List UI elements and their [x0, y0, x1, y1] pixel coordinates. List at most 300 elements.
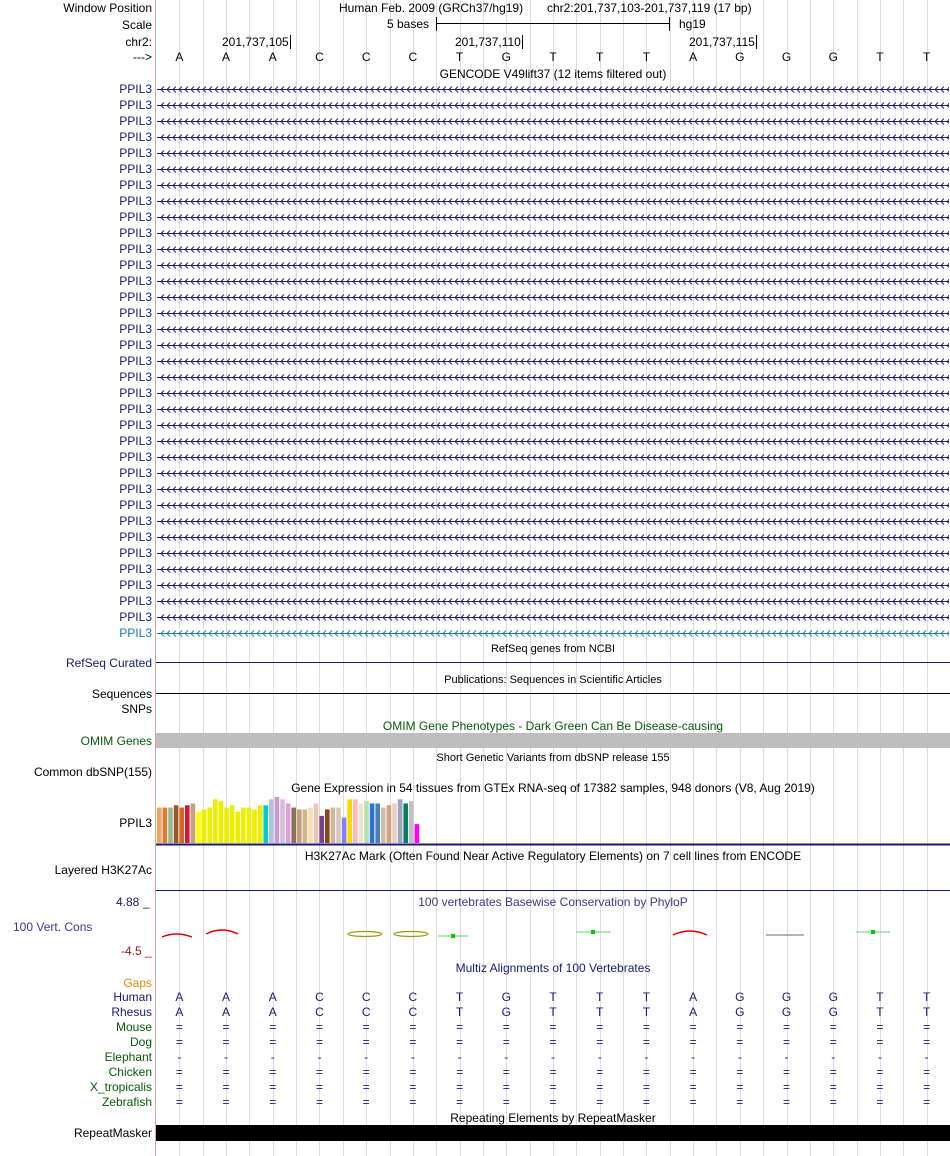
multiz-base: = — [456, 1035, 464, 1049]
multiz-base: = — [923, 1020, 931, 1034]
gtex-tissue-bar[interactable] — [375, 803, 380, 843]
gencode-transcript-line[interactable] — [157, 453, 949, 462]
multiz-base: - — [691, 1050, 696, 1064]
sequence-base: T — [455, 50, 464, 64]
scale-text: 5 bases — [387, 17, 430, 31]
snps-label[interactable]: SNPs — [121, 702, 152, 716]
multiz-species-label[interactable]: Human — [113, 990, 152, 1004]
gencode-transcript-line[interactable] — [157, 245, 949, 254]
multiz-base: A — [222, 990, 231, 1004]
sequence-base: C — [361, 50, 371, 64]
h3k27ac-track-baseline — [156, 890, 950, 891]
multiz-base: = — [736, 1065, 744, 1079]
gencode-transcript-label[interactable]: PPIL3 — [119, 370, 152, 384]
sequence-base: G — [735, 50, 745, 64]
multiz-base: A — [689, 990, 698, 1004]
sequence-base: A — [268, 50, 277, 64]
multiz-base: = — [269, 1020, 277, 1034]
multiz-base: = — [502, 1065, 510, 1079]
gencode-transcript-label[interactable]: PPIL3 — [119, 546, 152, 560]
multiz-track-title[interactable]: Multiz Alignments of 100 Vertebrates — [455, 961, 651, 975]
multiz-base: = — [222, 1080, 230, 1094]
sequence-base: T — [596, 50, 604, 64]
multiz-base: = — [549, 1065, 557, 1079]
multiz-base: = — [409, 1065, 417, 1079]
multiz-base: = — [783, 1065, 791, 1079]
multiz-base: A — [175, 990, 184, 1004]
multiz-base: = — [175, 1095, 183, 1109]
multiz-species-label[interactable]: Zebrafish — [101, 1095, 152, 1109]
multiz-species-label[interactable]: Chicken — [108, 1065, 152, 1079]
gtex-tissue-bar[interactable] — [297, 809, 302, 843]
multiz-base: G — [781, 990, 792, 1004]
gtex-tissue-bar[interactable] — [308, 808, 313, 843]
gencode-transcript-line[interactable] — [157, 469, 949, 478]
multiz-base: = — [315, 1065, 323, 1079]
multiz-base: = — [502, 1095, 510, 1109]
multiz-base: = — [502, 1020, 510, 1034]
omim-gene-block[interactable] — [156, 733, 950, 748]
multiz-base: = — [502, 1080, 510, 1094]
gtex-tissue-bar[interactable] — [213, 799, 218, 843]
gencode-transcript-line[interactable] — [157, 565, 949, 574]
phylop-mark — [394, 932, 428, 937]
gtex-track-label[interactable]: PPIL3 — [119, 816, 152, 830]
repeatmasker-track-label[interactable]: RepeatMasker — [73, 1126, 152, 1140]
gencode-transcript-line[interactable] — [157, 325, 949, 334]
multiz-species-label[interactable]: Mouse — [115, 1020, 152, 1034]
gencode-transcript-label[interactable]: PPIL3 — [119, 162, 152, 176]
multiz-base: = — [689, 1065, 697, 1079]
multiz-base: T — [642, 1005, 651, 1019]
gencode-transcript-label[interactable]: PPIL3 — [119, 146, 152, 160]
phylop-track-title[interactable]: 100 vertebrates Basewise Conservation by PhyloP — [418, 895, 688, 909]
multiz-base: G — [735, 990, 745, 1004]
coord-tick-2: 201,737,110 — [455, 35, 521, 49]
multiz-base: = — [456, 1080, 464, 1094]
gtex-tissue-bar[interactable] — [347, 799, 352, 843]
gencode-transcript-line[interactable] — [157, 309, 949, 318]
gencode-transcript-line[interactable] — [157, 629, 949, 638]
gencode-track-title[interactable]: GENCODE V49lift37 (12 items filtered out) — [439, 67, 667, 81]
gtex-tissue-bar[interactable] — [325, 809, 330, 843]
phylop-mark — [348, 932, 382, 937]
sequence-base: T — [876, 50, 884, 64]
multiz-base: = — [409, 1095, 417, 1109]
multiz-base: - — [504, 1050, 509, 1064]
gtex-tissue-bar[interactable] — [303, 809, 308, 843]
gencode-transcript-label[interactable]: PPIL3 — [119, 482, 152, 496]
multiz-species-label[interactable]: Rhesus — [111, 1005, 152, 1019]
phylop-conservation-plot[interactable] — [156, 918, 950, 948]
multiz-base: A — [268, 1005, 277, 1019]
gencode-transcript-label[interactable]: PPIL3 — [119, 418, 152, 432]
multiz-base: = — [876, 1080, 884, 1094]
gtex-tissue-bar[interactable] — [387, 805, 392, 843]
multiz-base: = — [502, 1035, 510, 1049]
gencode-transcript-label[interactable]: PPIL3 — [119, 194, 152, 208]
gencode-transcript-label[interactable]: PPIL3 — [119, 114, 152, 128]
gtex-tissue-bar[interactable] — [196, 812, 201, 843]
multiz-base: = — [362, 1065, 370, 1079]
gencode-transcript-line[interactable] — [157, 85, 949, 94]
gtex-tissue-bar[interactable] — [174, 805, 179, 843]
gencode-transcript-line[interactable] — [157, 597, 949, 606]
gtex-tissue-bar[interactable] — [263, 805, 268, 843]
omim-track-title[interactable]: OMIM Gene Phenotypes - Dark Green Can Be Disease-causing — [382, 719, 724, 733]
gencode-transcript-line[interactable] — [157, 181, 949, 190]
gencode-transcript-label[interactable]: PPIL3 — [119, 258, 152, 272]
multiz-base: T — [455, 990, 464, 1004]
gtex-tissue-bar[interactable] — [370, 803, 375, 843]
gtex-tissue-bar[interactable] — [219, 801, 224, 843]
multiz-base: G — [828, 1005, 838, 1019]
multiz-base: G — [501, 990, 511, 1004]
gtex-tissue-bar[interactable] — [258, 805, 263, 843]
sequence-base: G — [781, 50, 792, 64]
phylop-ymin: -4.5 _ — [121, 944, 152, 958]
phylop-peak — [162, 934, 192, 937]
multiz-base: = — [596, 1080, 604, 1094]
h3k27ac-track-label[interactable]: Layered H3K27Ac — [54, 863, 152, 877]
gtex-tissue-bar[interactable] — [319, 816, 324, 843]
gencode-transcript-line[interactable] — [157, 197, 949, 206]
gtex-tissue-bar[interactable] — [275, 797, 280, 843]
multiz-base: = — [175, 1035, 183, 1049]
multiz-base: = — [175, 1065, 183, 1079]
multiz-base: = — [923, 1065, 931, 1079]
gencode-transcript-label[interactable]: PPIL3 — [119, 386, 152, 400]
multiz-base: - — [177, 1050, 182, 1064]
phylop-peak — [673, 931, 707, 935]
gencode-transcript-line[interactable] — [157, 485, 949, 494]
multiz-base: - — [551, 1050, 555, 1064]
multiz-base: = — [689, 1095, 697, 1109]
gencode-transcript-line[interactable] — [157, 357, 949, 366]
gtex-tissue-bar[interactable] — [280, 799, 285, 843]
sequence-base: G — [501, 50, 511, 64]
gencode-transcript-line[interactable] — [157, 133, 949, 142]
gencode-transcript-line[interactable] — [157, 389, 949, 398]
coord-tick-3: 201,737,115 — [689, 35, 755, 49]
gtex-tissue-bar[interactable] — [157, 808, 162, 843]
multiz-base: C — [315, 990, 324, 1004]
gencode-transcript-label[interactable]: PPIL3 — [119, 514, 152, 528]
gencode-transcript-label[interactable]: PPIL3 — [119, 82, 152, 96]
gtex-tissue-bar[interactable] — [235, 812, 240, 843]
gencode-transcript-line[interactable] — [157, 581, 949, 590]
multiz-base: = — [175, 1080, 183, 1094]
multiz-base: = — [642, 1035, 650, 1049]
gencode-transcript-label[interactable]: PPIL3 — [119, 242, 152, 256]
gtex-tissue-bar[interactable] — [342, 818, 347, 843]
assembly-text: Human Feb. 2009 (GRCh37/hg19) — [339, 1, 524, 15]
gtex-tissue-bar[interactable] — [392, 803, 397, 843]
refseq-track-line[interactable] — [156, 662, 950, 663]
gtex-tissue-bar[interactable] — [336, 808, 341, 843]
multiz-base: = — [362, 1035, 370, 1049]
gtex-tissue-bar[interactable] — [179, 808, 184, 843]
scale-label: Scale — [121, 18, 152, 32]
gtex-tissue-bar[interactable] — [331, 808, 336, 843]
phylop-mark — [591, 930, 595, 934]
strand-label: ---> — [133, 50, 152, 64]
multiz-base: A — [222, 1005, 231, 1019]
gencode-transcript-label[interactable]: PPIL3 — [119, 178, 152, 192]
multiz-base: = — [269, 1095, 277, 1109]
sequence-base: T — [549, 50, 557, 64]
gencode-transcript-label[interactable]: PPIL3 — [119, 610, 152, 624]
phylop-track-label[interactable]: 100 Vert. Cons — [13, 920, 93, 934]
gencode-transcript-label[interactable]: PPIL3 — [119, 402, 152, 416]
repeatmasker-block[interactable] — [156, 1125, 950, 1141]
phylop-ymax: 4.88 _ — [116, 895, 150, 909]
gencode-transcript-label[interactable]: PPIL3 — [119, 274, 152, 288]
gencode-transcript-line[interactable] — [157, 293, 949, 302]
gencode-transcript-label[interactable]: PPIL3 — [119, 354, 152, 368]
position-text[interactable]: chr2:201,737,103-201,737,119 (17 bp) — [547, 1, 752, 15]
gtex-tissue-bar[interactable] — [202, 809, 207, 843]
multiz-base: = — [736, 1080, 744, 1094]
sequence-base: A — [689, 50, 698, 64]
gencode-transcript-line[interactable] — [157, 533, 949, 542]
multiz-base: - — [364, 1050, 369, 1064]
multiz-base: - — [224, 1050, 229, 1064]
gencode-transcript-label[interactable]: PPIL3 — [119, 626, 152, 640]
gencode-transcript-label[interactable]: PPIL3 — [119, 306, 152, 320]
multiz-base: = — [269, 1080, 277, 1094]
sequence-base: T — [642, 50, 651, 64]
gtex-tissue-bar[interactable] — [403, 803, 408, 843]
omim-track-label[interactable]: OMIM Genes — [80, 734, 152, 748]
gtex-tissue-bar[interactable] — [241, 808, 246, 843]
publications-track-title[interactable]: Publications: Sequences in Scientific Articles — [444, 674, 662, 686]
gtex-tissue-bar[interactable] — [168, 808, 173, 843]
multiz-base: - — [831, 1050, 836, 1064]
sequence-base: A — [222, 50, 231, 64]
multiz-base: C — [361, 990, 371, 1004]
multiz-base: = — [362, 1095, 370, 1109]
multiz-base: = — [362, 1020, 370, 1034]
multiz-base: C — [408, 1005, 418, 1019]
track-left-boundary — [155, 0, 156, 1156]
gencode-transcript-label[interactable]: PPIL3 — [119, 210, 152, 224]
multiz-base: = — [689, 1080, 697, 1094]
multiz-base: = — [362, 1080, 370, 1094]
publications-track-label[interactable]: Sequences — [91, 687, 152, 701]
multiz-base: - — [457, 1050, 462, 1064]
gencode-transcript-line[interactable] — [157, 501, 949, 510]
gtex-tissue-bar[interactable] — [252, 809, 257, 843]
gtex-tissue-bar[interactable] — [230, 805, 235, 843]
gencode-transcript-line[interactable] — [157, 373, 949, 382]
refseq-track-title[interactable]: RefSeq genes from NCBI — [490, 643, 616, 655]
multiz-base: = — [315, 1020, 323, 1034]
gencode-transcript-label[interactable]: PPIL3 — [119, 594, 152, 608]
multiz-base: G — [501, 1005, 511, 1019]
gencode-transcript-label[interactable]: PPIL3 — [119, 562, 152, 576]
multiz-base: A — [268, 990, 277, 1004]
gencode-transcript-label[interactable]: PPIL3 — [119, 98, 152, 112]
repeatmasker-track-title[interactable]: Repeating Elements by RepeatMasker — [450, 1111, 656, 1125]
gtex-tissue-bar[interactable] — [359, 803, 364, 843]
gencode-transcript-label[interactable]: PPIL3 — [119, 322, 152, 336]
multiz-base: = — [222, 1020, 230, 1034]
gtex-tissue-bar[interactable] — [364, 801, 369, 843]
scale-bar — [436, 17, 670, 31]
multiz-base: = — [923, 1095, 931, 1109]
gencode-transcript-line[interactable] — [157, 213, 949, 222]
gencode-transcript-label[interactable]: PPIL3 — [119, 130, 152, 144]
gencode-transcript-label[interactable]: PPIL3 — [119, 226, 152, 240]
multiz-base: = — [876, 1020, 884, 1034]
multiz-base: = — [222, 1095, 230, 1109]
gtex-tissue-bar[interactable] — [269, 799, 274, 843]
multiz-base: = — [409, 1035, 417, 1049]
multiz-base: - — [924, 1050, 929, 1064]
multiz-base: T — [455, 1005, 464, 1019]
phylop-mark — [451, 934, 455, 938]
gencode-transcript-line[interactable] — [157, 261, 949, 270]
gencode-transcript-line[interactable] — [157, 277, 949, 286]
multiz-base: C — [408, 990, 418, 1004]
coord-tick-1: 201,737,105 — [222, 35, 289, 49]
gtex-tissue-bar[interactable] — [286, 803, 291, 843]
multiz-base: = — [876, 1065, 884, 1079]
multiz-base: = — [642, 1020, 650, 1034]
multiz-base: = — [409, 1080, 417, 1094]
multiz-base: = — [549, 1035, 557, 1049]
gaps-label[interactable]: Gaps — [123, 976, 152, 990]
gtex-tissue-bar[interactable] — [409, 801, 414, 843]
multiz-base: = — [829, 1065, 837, 1079]
gtex-track-title[interactable]: Gene Expression in 54 tissues from GTEx RNA-seq of 17382 samples, 948 donors (V8, Aug 2019) — [291, 781, 815, 795]
multiz-base: T — [549, 990, 557, 1004]
multiz-base: = — [736, 1020, 744, 1034]
gtex-tissue-bar[interactable] — [415, 824, 420, 843]
dbsnp-track-label[interactable]: Common dbSNP(155) — [33, 765, 152, 779]
gtex-tissue-bar[interactable] — [247, 808, 252, 843]
multiz-base: - — [644, 1050, 649, 1064]
gtex-tissue-bar[interactable] — [224, 808, 229, 843]
multiz-base: G — [828, 990, 838, 1004]
multiz-base: T — [922, 1005, 931, 1019]
gtex-tissue-bar[interactable] — [207, 808, 212, 843]
multiz-base: = — [783, 1080, 791, 1094]
multiz-base: T — [596, 1005, 604, 1019]
multiz-species-label[interactable]: Dog — [129, 1035, 152, 1049]
gencode-transcript-line[interactable] — [157, 549, 949, 558]
multiz-base: = — [829, 1080, 837, 1094]
gencode-transcript-label[interactable]: PPIL3 — [119, 434, 152, 448]
gencode-transcript-label[interactable]: PPIL3 — [119, 498, 152, 512]
multiz-base: - — [270, 1050, 275, 1064]
multiz-species-label[interactable]: X_tropicalis — [89, 1080, 152, 1094]
gencode-transcript-line[interactable] — [157, 117, 949, 126]
gtex-expression-bars[interactable] — [156, 797, 950, 847]
multiz-base: = — [222, 1035, 230, 1049]
multiz-base: = — [456, 1020, 464, 1034]
gtex-tissue-bar[interactable] — [291, 808, 296, 843]
multiz-base: = — [549, 1080, 557, 1094]
multiz-base: = — [642, 1095, 650, 1109]
multiz-base: = — [829, 1020, 837, 1034]
multiz-base: = — [736, 1035, 744, 1049]
multiz-base: = — [783, 1095, 791, 1109]
gencode-transcript-label[interactable]: PPIL3 — [119, 530, 152, 544]
multiz-base: = — [315, 1035, 323, 1049]
multiz-base: T — [596, 990, 604, 1004]
multiz-base: = — [596, 1095, 604, 1109]
gencode-transcript-label[interactable]: PPIL3 — [119, 290, 152, 304]
multiz-base: = — [175, 1020, 183, 1034]
h3k27ac-track-title[interactable]: H3K27Ac Mark (Often Found Near Active Regulatory Elements) on 7 cell lines from ENCODE — [304, 849, 802, 863]
gtex-tissue-bar[interactable] — [163, 808, 168, 843]
gtex-tissue-bar[interactable] — [191, 803, 196, 843]
multiz-base: = — [549, 1020, 557, 1034]
gtex-tissue-bar[interactable] — [381, 808, 386, 843]
multiz-base: G — [735, 1005, 745, 1019]
publications-track-line[interactable] — [156, 693, 950, 694]
gencode-transcript-line[interactable] — [157, 517, 949, 526]
gencode-transcript-line[interactable] — [157, 165, 949, 174]
multiz-base: = — [829, 1035, 837, 1049]
multiz-base: = — [736, 1095, 744, 1109]
gencode-transcript-label[interactable]: PPIL3 — [119, 338, 152, 352]
multiz-base: - — [317, 1050, 322, 1064]
multiz-base: C — [361, 1005, 371, 1019]
gencode-transcript-line[interactable] — [157, 613, 949, 622]
multiz-base: T — [642, 990, 651, 1004]
multiz-base: A — [175, 1005, 184, 1019]
gencode-transcript-line[interactable] — [157, 149, 949, 158]
multiz-base: = — [269, 1065, 277, 1079]
gencode-transcript-line[interactable] — [157, 101, 949, 110]
gencode-transcript-line[interactable] — [157, 229, 949, 238]
gencode-transcript-line[interactable] — [157, 341, 949, 350]
dbsnp-track-title[interactable]: Short Genetic Variants from dbSNP release 155 — [436, 752, 670, 764]
gtex-tissue-bar[interactable] — [314, 803, 319, 843]
gencode-transcript-label[interactable]: PPIL3 — [119, 578, 152, 592]
gencode-transcript-label[interactable]: PPIL3 — [119, 450, 152, 464]
multiz-base: T — [922, 990, 931, 1004]
sequence-base: C — [315, 50, 324, 64]
multiz-base: = — [876, 1095, 884, 1109]
multiz-base: = — [596, 1020, 604, 1034]
multiz-base: = — [783, 1020, 791, 1034]
gtex-tissue-bar[interactable] — [398, 799, 403, 843]
gencode-transcript-line[interactable] — [157, 421, 949, 430]
multiz-base: G — [781, 1005, 792, 1019]
gtex-tissue-bar[interactable] — [185, 805, 190, 843]
gencode-transcript-line[interactable] — [157, 405, 949, 414]
multiz-base: = — [876, 1035, 884, 1049]
multiz-base: = — [549, 1095, 557, 1109]
multiz-base: = — [923, 1035, 931, 1049]
multiz-base: - — [737, 1050, 742, 1064]
refseq-track-label[interactable]: RefSeq Curated — [65, 656, 152, 670]
gencode-transcript-line[interactable] — [157, 437, 949, 446]
multiz-species-label[interactable]: Elephant — [104, 1050, 152, 1064]
gencode-transcript-label[interactable]: PPIL3 — [119, 466, 152, 480]
multiz-base: = — [596, 1035, 604, 1049]
multiz-base: = — [923, 1080, 931, 1094]
multiz-base: = — [642, 1080, 650, 1094]
gtex-tissue-bar[interactable] — [353, 799, 358, 843]
multiz-base: = — [829, 1095, 837, 1109]
multiz-base: = — [315, 1095, 323, 1109]
sequence-base: T — [922, 50, 931, 64]
